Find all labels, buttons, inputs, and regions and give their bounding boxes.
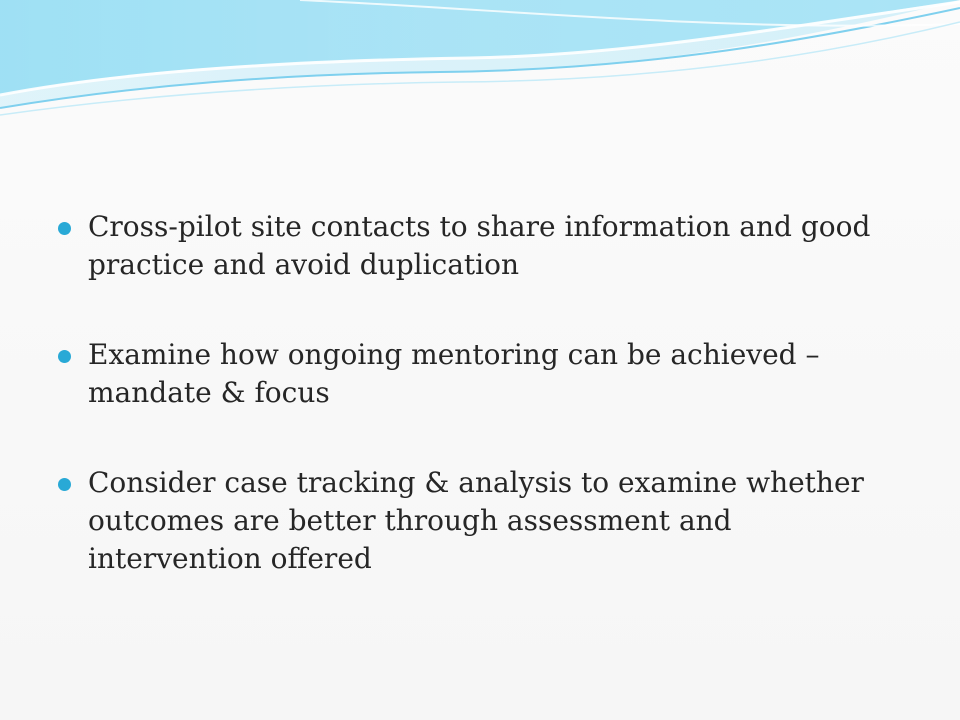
wave-shape-under bbox=[0, 0, 960, 108]
bullet-item bbox=[58, 208, 908, 284]
bullet-item bbox=[58, 464, 908, 578]
bullet-text: Cross-pilot site contacts to share information and good practice and avoid duplication bbox=[88, 210, 871, 281]
bullet-list bbox=[58, 208, 908, 630]
bullet-item bbox=[58, 336, 908, 412]
bullet-text: Consider case tracking & analysis to examine whether outcomes are better through assessment and intervention offered bbox=[88, 466, 864, 575]
header-wave-decoration bbox=[0, 0, 960, 120]
bullet-text: Examine how ongoing mentoring can be achieved – mandate & focus bbox=[88, 338, 820, 409]
bullet-dot-icon bbox=[58, 478, 71, 491]
bullet-dot-icon bbox=[58, 350, 71, 363]
bullet-dot-icon bbox=[58, 222, 71, 235]
